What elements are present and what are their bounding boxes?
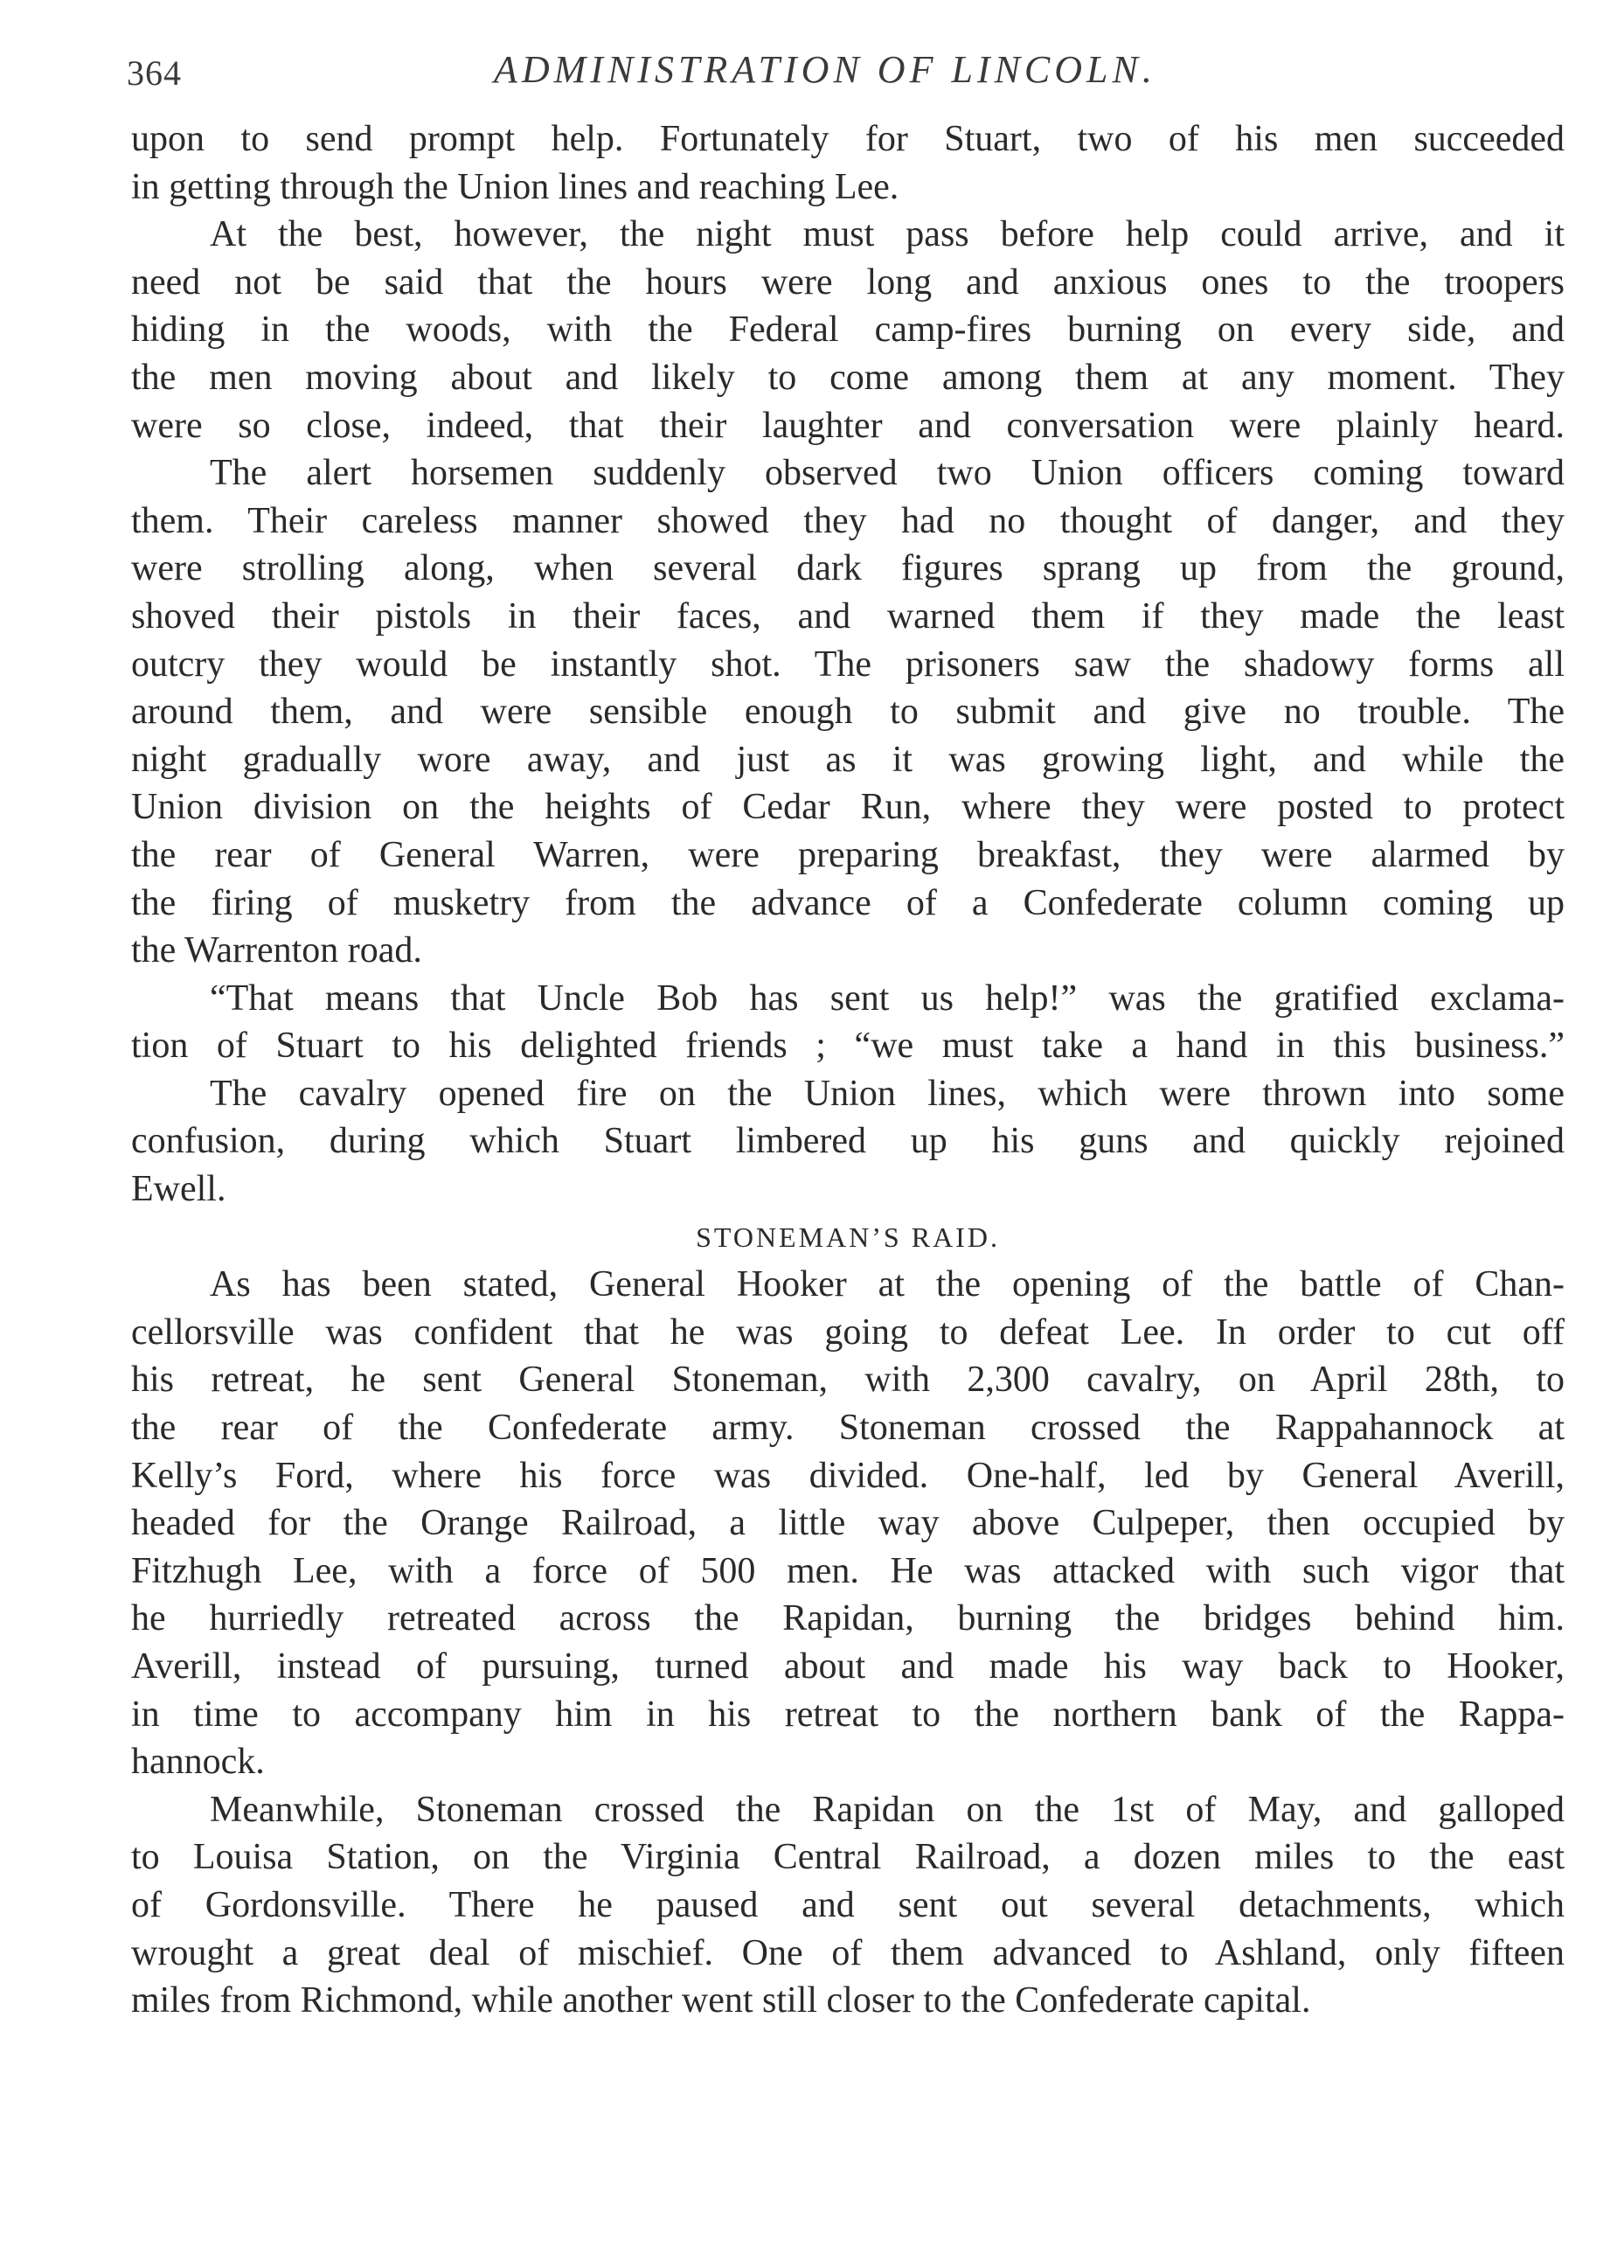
page-number: 364 <box>127 53 182 93</box>
text-line: miles from Richmond, while another went still closer to the Confederate capital. <box>131 1980 1311 2021</box>
text-line: Averill, instead of pursuing, turned about and made his way back to Hooker, <box>131 1646 1565 1687</box>
text-line: hannock. <box>131 1742 265 1783</box>
text-line: to Louisa Station, on the Virginia Central Railroad, a dozen miles to the east <box>131 1837 1565 1878</box>
text-line: night gradually wore away, and just as it was growing light, and while the <box>131 739 1565 780</box>
text-line: them. Their careless manner showed they had no thought of danger, and they <box>131 500 1565 541</box>
text-line: The alert horsemen suddenly observed two Union officers coming toward <box>210 453 1565 494</box>
text-line: were so close, indeed, that their laughter and conversation were plainly heard. <box>131 405 1565 446</box>
text-line: Fitzhugh Lee, with a force of 500 men. He was attacked with such vigor that <box>131 1550 1565 1591</box>
text-line: were strolling along, when several dark figures sprang up from the ground, <box>131 548 1565 589</box>
text-line: At the best, however, the night must pass before help could arrive, and it <box>210 214 1565 255</box>
text-line: Kelly’s Ford, where his force was divided. One-half, led by General Averill, <box>131 1455 1565 1496</box>
text-line: “That means that Uncle Bob has sent us help!” was the gratified exclama- <box>210 977 1565 1019</box>
text-line: wrought a great deal of mischief. One of them advanced to Ashland, only fifteen <box>131 1932 1565 1973</box>
text-line: the Warrenton road. <box>131 930 422 971</box>
text-line: Ewell. <box>131 1169 226 1210</box>
text-line: cellorsville was confident that he was going to defeat Lee. In order to cut off <box>131 1311 1565 1353</box>
text-line: the men moving about and likely to come among them at any moment. They <box>131 357 1565 398</box>
text-line: the rear of the Confederate army. Stoneman crossed the Rappahannock at <box>131 1408 1565 1449</box>
text-line: in getting through the Union lines and reaching Lee. <box>131 166 899 207</box>
text-line: upon to send prompt help. Fortunately for Stuart, two of his men succeeded <box>131 119 1565 159</box>
running-head <box>127 42 1560 103</box>
text-line: he hurriedly retreated across the Rapidan, burning the bridges behind him. <box>131 1598 1565 1639</box>
text-line: outcry they would be instantly shot. The prisoners saw the shadowy forms all <box>131 644 1565 685</box>
text-line: the rear of General Warren, were preparing breakfast, they were alarmed by <box>131 834 1565 875</box>
text-line: As has been stated, General Hooker at the opening of the battle of Chan- <box>210 1264 1565 1305</box>
text-line: of Gordonsville. There he paused and sent out several detachments, which <box>131 1884 1565 1925</box>
text-line: tion of Stuart to his delighted friends ; “we must take a hand in this business.” <box>131 1026 1565 1067</box>
text-line: shoved their pistols in their faces, and warned them if they made the least <box>131 595 1565 637</box>
text-line: his retreat, he sent General Stoneman, with 2,300 cavalry, on April 28th, to <box>131 1360 1565 1401</box>
text-line: the firing of musketry from the advance of a Confederate column coming up <box>131 882 1565 923</box>
text-line: The cavalry opened fire on the Union lines, which were thrown into some <box>210 1073 1565 1114</box>
running-title: ADMINISTRATION OF LINCOLN. <box>494 48 1156 91</box>
text-line: Union division on the heights of Cedar Run, where they were posted to protect <box>131 787 1565 828</box>
text-line: headed for the Orange Railroad, a little way above Culpeper, then occupied by <box>131 1503 1565 1544</box>
section-heading: STONEMAN’S RAID. <box>696 1221 1000 1253</box>
text-line: need not be said that the hours were long and anxious ones to the troopers <box>131 261 1565 303</box>
text-line: hiding in the woods, with the Federal camp-fires burning on every side, and <box>131 310 1565 351</box>
text-line: in time to accompany him in his retreat to the northern bank of the Rappa- <box>131 1694 1565 1735</box>
text-line: Meanwhile, Stoneman crossed the Rapidan on the 1st of May, and galloped <box>210 1789 1565 1830</box>
text-line: around them, and were sensible enough to submit and give no trouble. The <box>131 692 1565 733</box>
body-text <box>131 115 1565 2025</box>
text-line: confusion, during which Stuart limbered up his guns and quickly rejoined <box>131 1121 1565 1162</box>
